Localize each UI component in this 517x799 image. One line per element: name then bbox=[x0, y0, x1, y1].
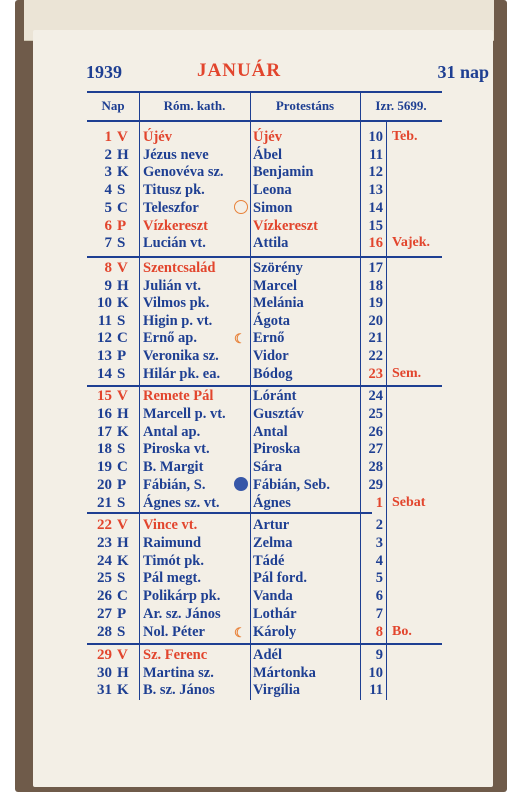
day-number: 7 bbox=[104, 235, 112, 252]
weekday-letter: C bbox=[117, 199, 128, 216]
jewish-day: 1 bbox=[375, 494, 383, 511]
jewish-day: 11 bbox=[369, 682, 383, 699]
catholic-name: Remete Pál bbox=[143, 388, 214, 404]
jewish-day: 15 bbox=[368, 217, 383, 234]
catholic-name: Julián vt. bbox=[143, 277, 202, 294]
jewish-day: 8 bbox=[375, 623, 383, 640]
protestant-name: Fábián, Seb. bbox=[253, 477, 330, 493]
day-number: 16 bbox=[97, 405, 112, 422]
jewish-day: 6 bbox=[375, 588, 383, 605]
day-number: 9 bbox=[104, 277, 112, 294]
day-number: 22 bbox=[97, 517, 112, 533]
catholic-name: Jézus neve bbox=[143, 146, 209, 163]
col-rom-kath: Róm. kath. bbox=[163, 98, 226, 113]
weekday-letter: H bbox=[117, 664, 129, 681]
jewish-note: Teb. bbox=[392, 129, 418, 144]
day-number: 29 bbox=[97, 647, 112, 663]
jewish-day: 28 bbox=[368, 459, 383, 476]
protestant-name: Károly bbox=[253, 623, 297, 640]
week-rule-1 bbox=[87, 256, 442, 258]
protestant-name: Tádé bbox=[253, 552, 285, 569]
day-number: 10 bbox=[97, 295, 112, 312]
week-rule-3 bbox=[87, 512, 372, 514]
protestant-name: Újév bbox=[253, 129, 282, 145]
protestant-name: Melánia bbox=[253, 295, 304, 312]
protestant-name: Zelma bbox=[253, 534, 293, 551]
protestant-name: Marcel bbox=[253, 277, 298, 294]
column-headers bbox=[87, 93, 442, 119]
weekday-letter: C bbox=[117, 459, 128, 476]
weekday-letter: H bbox=[117, 277, 129, 294]
weekday-letter: S bbox=[117, 312, 126, 329]
jewish-day: 19 bbox=[368, 295, 383, 312]
catholic-name: Újév bbox=[143, 129, 172, 145]
catholic-name: B. Margit bbox=[143, 459, 204, 476]
weekday-letter: V bbox=[117, 260, 128, 276]
divider-rom bbox=[250, 93, 251, 700]
weekday-letter: S bbox=[117, 623, 126, 640]
protestant-name: Bódog bbox=[253, 365, 293, 382]
jewish-day: 24 bbox=[368, 388, 383, 404]
protestant-name: Ernő bbox=[253, 330, 285, 347]
weekday-letter: K bbox=[117, 423, 129, 440]
jewish-note: Bo. bbox=[392, 623, 412, 639]
catholic-name: Ágnes sz. vt. bbox=[143, 494, 220, 511]
weekday-letter: S bbox=[117, 235, 126, 252]
weekday-letter: S bbox=[117, 441, 126, 458]
jewish-day: 29 bbox=[368, 477, 383, 493]
catholic-name: Piroska vt. bbox=[143, 441, 210, 458]
protestant-name: Lóránt bbox=[253, 388, 297, 404]
weekday-letter: S bbox=[117, 365, 126, 382]
jewish-day: 12 bbox=[368, 164, 383, 181]
catholic-name: Vilmos pk. bbox=[143, 295, 210, 312]
week-rule-2 bbox=[87, 385, 442, 387]
protestant-name: Ábel bbox=[253, 146, 282, 163]
catholic-name: Ar. sz. János bbox=[143, 606, 221, 622]
protestant-name: Adél bbox=[253, 647, 282, 663]
catholic-name: Vince vt. bbox=[143, 517, 198, 533]
catholic-name: Vízkereszt bbox=[143, 217, 208, 234]
divider-nap bbox=[139, 93, 140, 700]
day-number: 18 bbox=[97, 441, 112, 458]
new-moon-icon bbox=[234, 477, 248, 491]
protestant-name: Vidor bbox=[253, 348, 289, 364]
weekday-letter: K bbox=[117, 682, 129, 699]
jewish-note: Sebat bbox=[392, 494, 426, 510]
protestant-name: Virgília bbox=[253, 682, 300, 699]
day-number: 13 bbox=[97, 348, 112, 364]
catholic-name: B. sz. János bbox=[143, 682, 215, 699]
weekday-letter: C bbox=[117, 588, 128, 605]
jewish-note: Sem. bbox=[392, 365, 422, 381]
jewish-day: 2 bbox=[375, 517, 383, 533]
header-rule bbox=[87, 120, 442, 122]
week-rule-4 bbox=[87, 643, 442, 645]
jewish-day: 5 bbox=[375, 570, 383, 587]
protestant-name: Pál ford. bbox=[253, 570, 307, 587]
weekday-letter: V bbox=[117, 388, 128, 404]
protestant-name: Leona bbox=[253, 182, 292, 199]
catholic-name: Nol. Péter bbox=[143, 623, 205, 640]
jewish-day: 22 bbox=[368, 348, 383, 364]
jewish-day: 20 bbox=[368, 312, 383, 329]
protestant-name: Szörény bbox=[253, 260, 303, 276]
jewish-day: 14 bbox=[368, 199, 383, 216]
weekday-letter: H bbox=[117, 146, 129, 163]
catholic-name: Polikárp pk. bbox=[143, 588, 221, 605]
protestant-name: Gusztáv bbox=[253, 405, 304, 422]
protestant-name: Ágota bbox=[253, 312, 291, 329]
catholic-name: Higin p. vt. bbox=[143, 312, 213, 329]
catholic-name: Genovéva sz. bbox=[143, 164, 224, 181]
year-label: 1939 bbox=[86, 62, 122, 82]
divider-izr bbox=[386, 120, 387, 700]
day-number: 30 bbox=[97, 664, 112, 681]
catholic-name: Szentcsalád bbox=[143, 260, 216, 276]
days-count: 31 nap bbox=[437, 62, 489, 82]
catholic-name: Fábián, S. bbox=[143, 477, 206, 493]
jewish-day: 16 bbox=[368, 235, 383, 252]
weekday-letter: S bbox=[117, 494, 126, 511]
day-number: 6 bbox=[104, 217, 112, 234]
jewish-day: 23 bbox=[368, 365, 383, 382]
day-number: 12 bbox=[97, 330, 112, 347]
catholic-name: Sz. Ferenc bbox=[143, 647, 208, 663]
day-number: 4 bbox=[104, 182, 112, 199]
day-number: 31 bbox=[97, 682, 112, 699]
crescent-moon-icon: ☾ bbox=[234, 624, 246, 640]
jewish-day: 10 bbox=[368, 664, 383, 681]
col-nap: Nap bbox=[101, 98, 125, 113]
weekday-letter: S bbox=[117, 182, 126, 199]
day-number: 17 bbox=[97, 423, 112, 440]
protestant-name: Artur bbox=[253, 517, 290, 533]
protestant-name: Attila bbox=[253, 235, 289, 252]
weekday-letter: K bbox=[117, 164, 129, 181]
protestant-name: Lothár bbox=[253, 606, 297, 622]
day-number: 15 bbox=[97, 388, 112, 404]
catholic-name: Ernő ap. bbox=[143, 330, 197, 347]
catholic-name: Veronika sz. bbox=[143, 348, 219, 364]
day-number: 14 bbox=[97, 365, 112, 382]
full-moon-icon bbox=[234, 200, 248, 214]
jewish-day: 4 bbox=[375, 552, 383, 569]
day-number: 11 bbox=[97, 312, 112, 329]
catholic-name: Martina sz. bbox=[143, 664, 214, 681]
weekday-letter: H bbox=[117, 405, 129, 422]
weekday-letter: C bbox=[117, 330, 128, 347]
jewish-day: 9 bbox=[375, 647, 383, 663]
jewish-day: 17 bbox=[368, 260, 383, 276]
protestant-name: Piroska bbox=[253, 441, 301, 458]
weekday-letter: V bbox=[117, 517, 128, 533]
catholic-name: Teleszfor bbox=[143, 199, 199, 216]
protestant-name: Mártonka bbox=[253, 664, 316, 681]
month-title: JANUÁR bbox=[197, 60, 282, 81]
catholic-name: Raimund bbox=[143, 534, 202, 551]
jewish-day: 3 bbox=[375, 534, 383, 551]
col-protestans: Protestáns bbox=[275, 98, 335, 113]
day-number: 19 bbox=[97, 459, 112, 476]
crescent-moon-icon: ☾ bbox=[234, 331, 246, 347]
catholic-name: Marcell p. vt. bbox=[143, 405, 226, 422]
day-number: 23 bbox=[97, 534, 112, 551]
catholic-name: Hilár pk. ea. bbox=[143, 365, 221, 382]
page-header bbox=[52, 60, 489, 86]
day-number: 1 bbox=[104, 129, 112, 145]
day-number: 20 bbox=[97, 477, 112, 493]
catholic-name: Lucián vt. bbox=[143, 235, 206, 252]
protestant-name: Antal bbox=[253, 423, 288, 440]
protestant-name: Vízkereszt bbox=[253, 217, 318, 234]
day-number: 8 bbox=[104, 260, 112, 276]
protestant-name: Benjamin bbox=[253, 164, 314, 181]
jewish-day: 13 bbox=[368, 182, 383, 199]
day-number: 5 bbox=[104, 199, 112, 216]
day-number: 26 bbox=[97, 588, 112, 605]
jewish-day: 26 bbox=[368, 423, 383, 440]
protestant-name: Ágnes bbox=[253, 494, 291, 511]
weekday-letter: P bbox=[117, 477, 127, 493]
protestant-name: Simon bbox=[253, 199, 293, 216]
catholic-name: Pál megt. bbox=[143, 570, 201, 587]
day-number: 24 bbox=[97, 552, 112, 569]
protestant-name: Vanda bbox=[253, 588, 293, 605]
weekday-letter: K bbox=[117, 295, 129, 312]
day-number: 2 bbox=[104, 146, 112, 163]
catholic-name: Titusz pk. bbox=[143, 182, 205, 199]
day-number: 3 bbox=[104, 164, 112, 181]
day-number: 21 bbox=[97, 494, 112, 511]
weekday-letter: V bbox=[117, 129, 128, 145]
jewish-day: 7 bbox=[375, 606, 383, 622]
day-number: 25 bbox=[97, 570, 112, 587]
jewish-day: 18 bbox=[368, 277, 383, 294]
jewish-day: 27 bbox=[368, 441, 383, 458]
weekday-letter: P bbox=[117, 217, 127, 234]
weekday-letter: S bbox=[117, 570, 126, 587]
jewish-day: 10 bbox=[368, 129, 383, 145]
weekday-letter: P bbox=[117, 348, 127, 364]
weekday-letter: K bbox=[117, 552, 129, 569]
protestant-name: Sára bbox=[253, 459, 282, 476]
weekday-letter: P bbox=[117, 606, 127, 622]
weekday-letter: V bbox=[117, 647, 128, 663]
day-number: 28 bbox=[97, 623, 112, 640]
jewish-note: Vajek. bbox=[392, 235, 430, 251]
catholic-name: Antal ap. bbox=[143, 423, 201, 440]
weekday-letter: H bbox=[117, 534, 129, 551]
catholic-name: Timót pk. bbox=[143, 552, 204, 569]
jewish-day: 21 bbox=[368, 330, 383, 347]
col-izraelita: Izr. 5699. bbox=[375, 98, 427, 113]
jewish-day: 25 bbox=[368, 405, 383, 422]
day-number: 27 bbox=[97, 606, 112, 622]
jewish-day: 11 bbox=[369, 146, 383, 163]
